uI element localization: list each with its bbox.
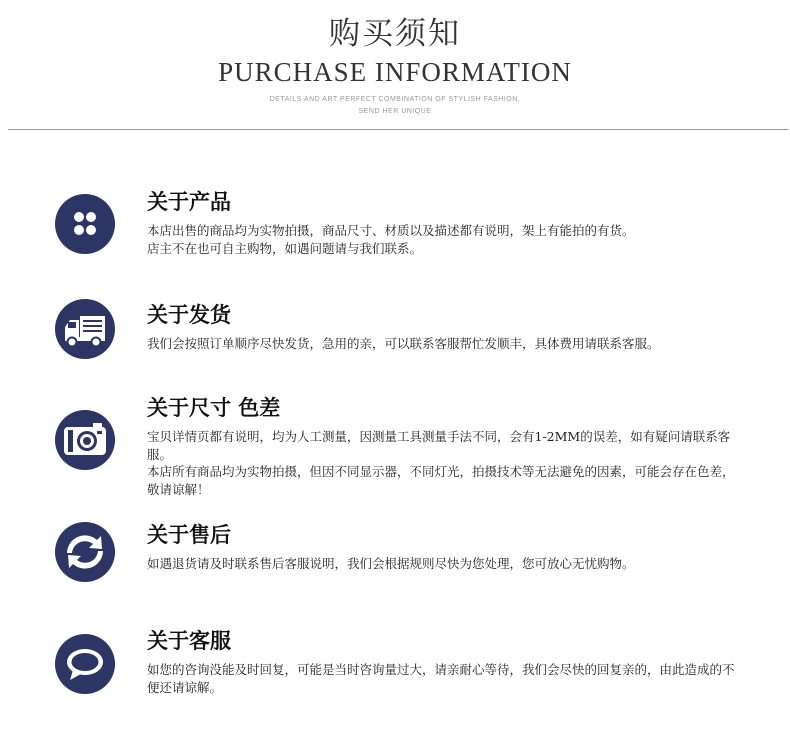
camera-icon xyxy=(55,410,115,470)
four-dots-icon xyxy=(55,194,115,254)
section-body-line: 宝贝详情页都有说明，均为人工测量，因测量工具测量手法不同，会有1-2MM的误差，如有疑问请联系客服。 xyxy=(147,429,731,462)
delivery-truck-icon xyxy=(55,299,115,359)
section-body xyxy=(147,222,737,257)
section-title: 关于尺寸 色差 xyxy=(147,396,281,420)
header-divider xyxy=(8,129,788,130)
section-body-line: 如您的咨询没能及时回复，可能是当时咨询量过大，请亲耐心等待，我们会尽快的回复亲的，由此造成的不便还请谅解。 xyxy=(147,662,735,695)
section-body xyxy=(147,661,737,696)
section-title: 关于产品 xyxy=(147,190,231,214)
section-title: 关于发货 xyxy=(147,303,231,327)
section-body-line: 店主不在也可自主购物，如遇问题请与我们联系。 xyxy=(147,240,423,256)
section-body-line: 本店所有商品均为实物拍摄，但因不同显示器，不同灯光，拍摄技术等无法避免的因素，可能会存在色差，敬请谅解！ xyxy=(147,464,735,497)
page-title-english: PURCHASE INFORMATION xyxy=(218,57,572,87)
header-tagline-line2: SEND HER UNIQUE xyxy=(358,108,432,115)
page-title: 购买须知 xyxy=(329,16,461,52)
section-body xyxy=(147,555,737,573)
speech-bubble-icon xyxy=(55,634,115,694)
page-header xyxy=(0,0,790,130)
section-body-line: 我们会按照订单顺序尽快发货，急用的亲，可以联系客服帮忙发顺丰，具体费用请联系客服。 xyxy=(147,336,660,351)
section-body-line: 本店出售的商品均为实物拍摄，商品尺寸、材质以及描述都有说明，架上有能拍的有货。 xyxy=(147,223,635,238)
section-title: 关于售后 xyxy=(147,523,231,547)
header-tagline-line1: DETAILS AND ART PERFECT COMBINATION OF STYLISH FASHION, xyxy=(269,96,521,103)
section-body-line: 如遇退货请及时联系售后客服说明，我们会根据规则尽快为您处理，您可放心无忧购物。 xyxy=(147,556,635,571)
section-title: 关于客服 xyxy=(147,629,231,653)
refresh-arrows-icon xyxy=(55,522,115,582)
section-body xyxy=(147,428,737,498)
section-body xyxy=(147,335,737,353)
